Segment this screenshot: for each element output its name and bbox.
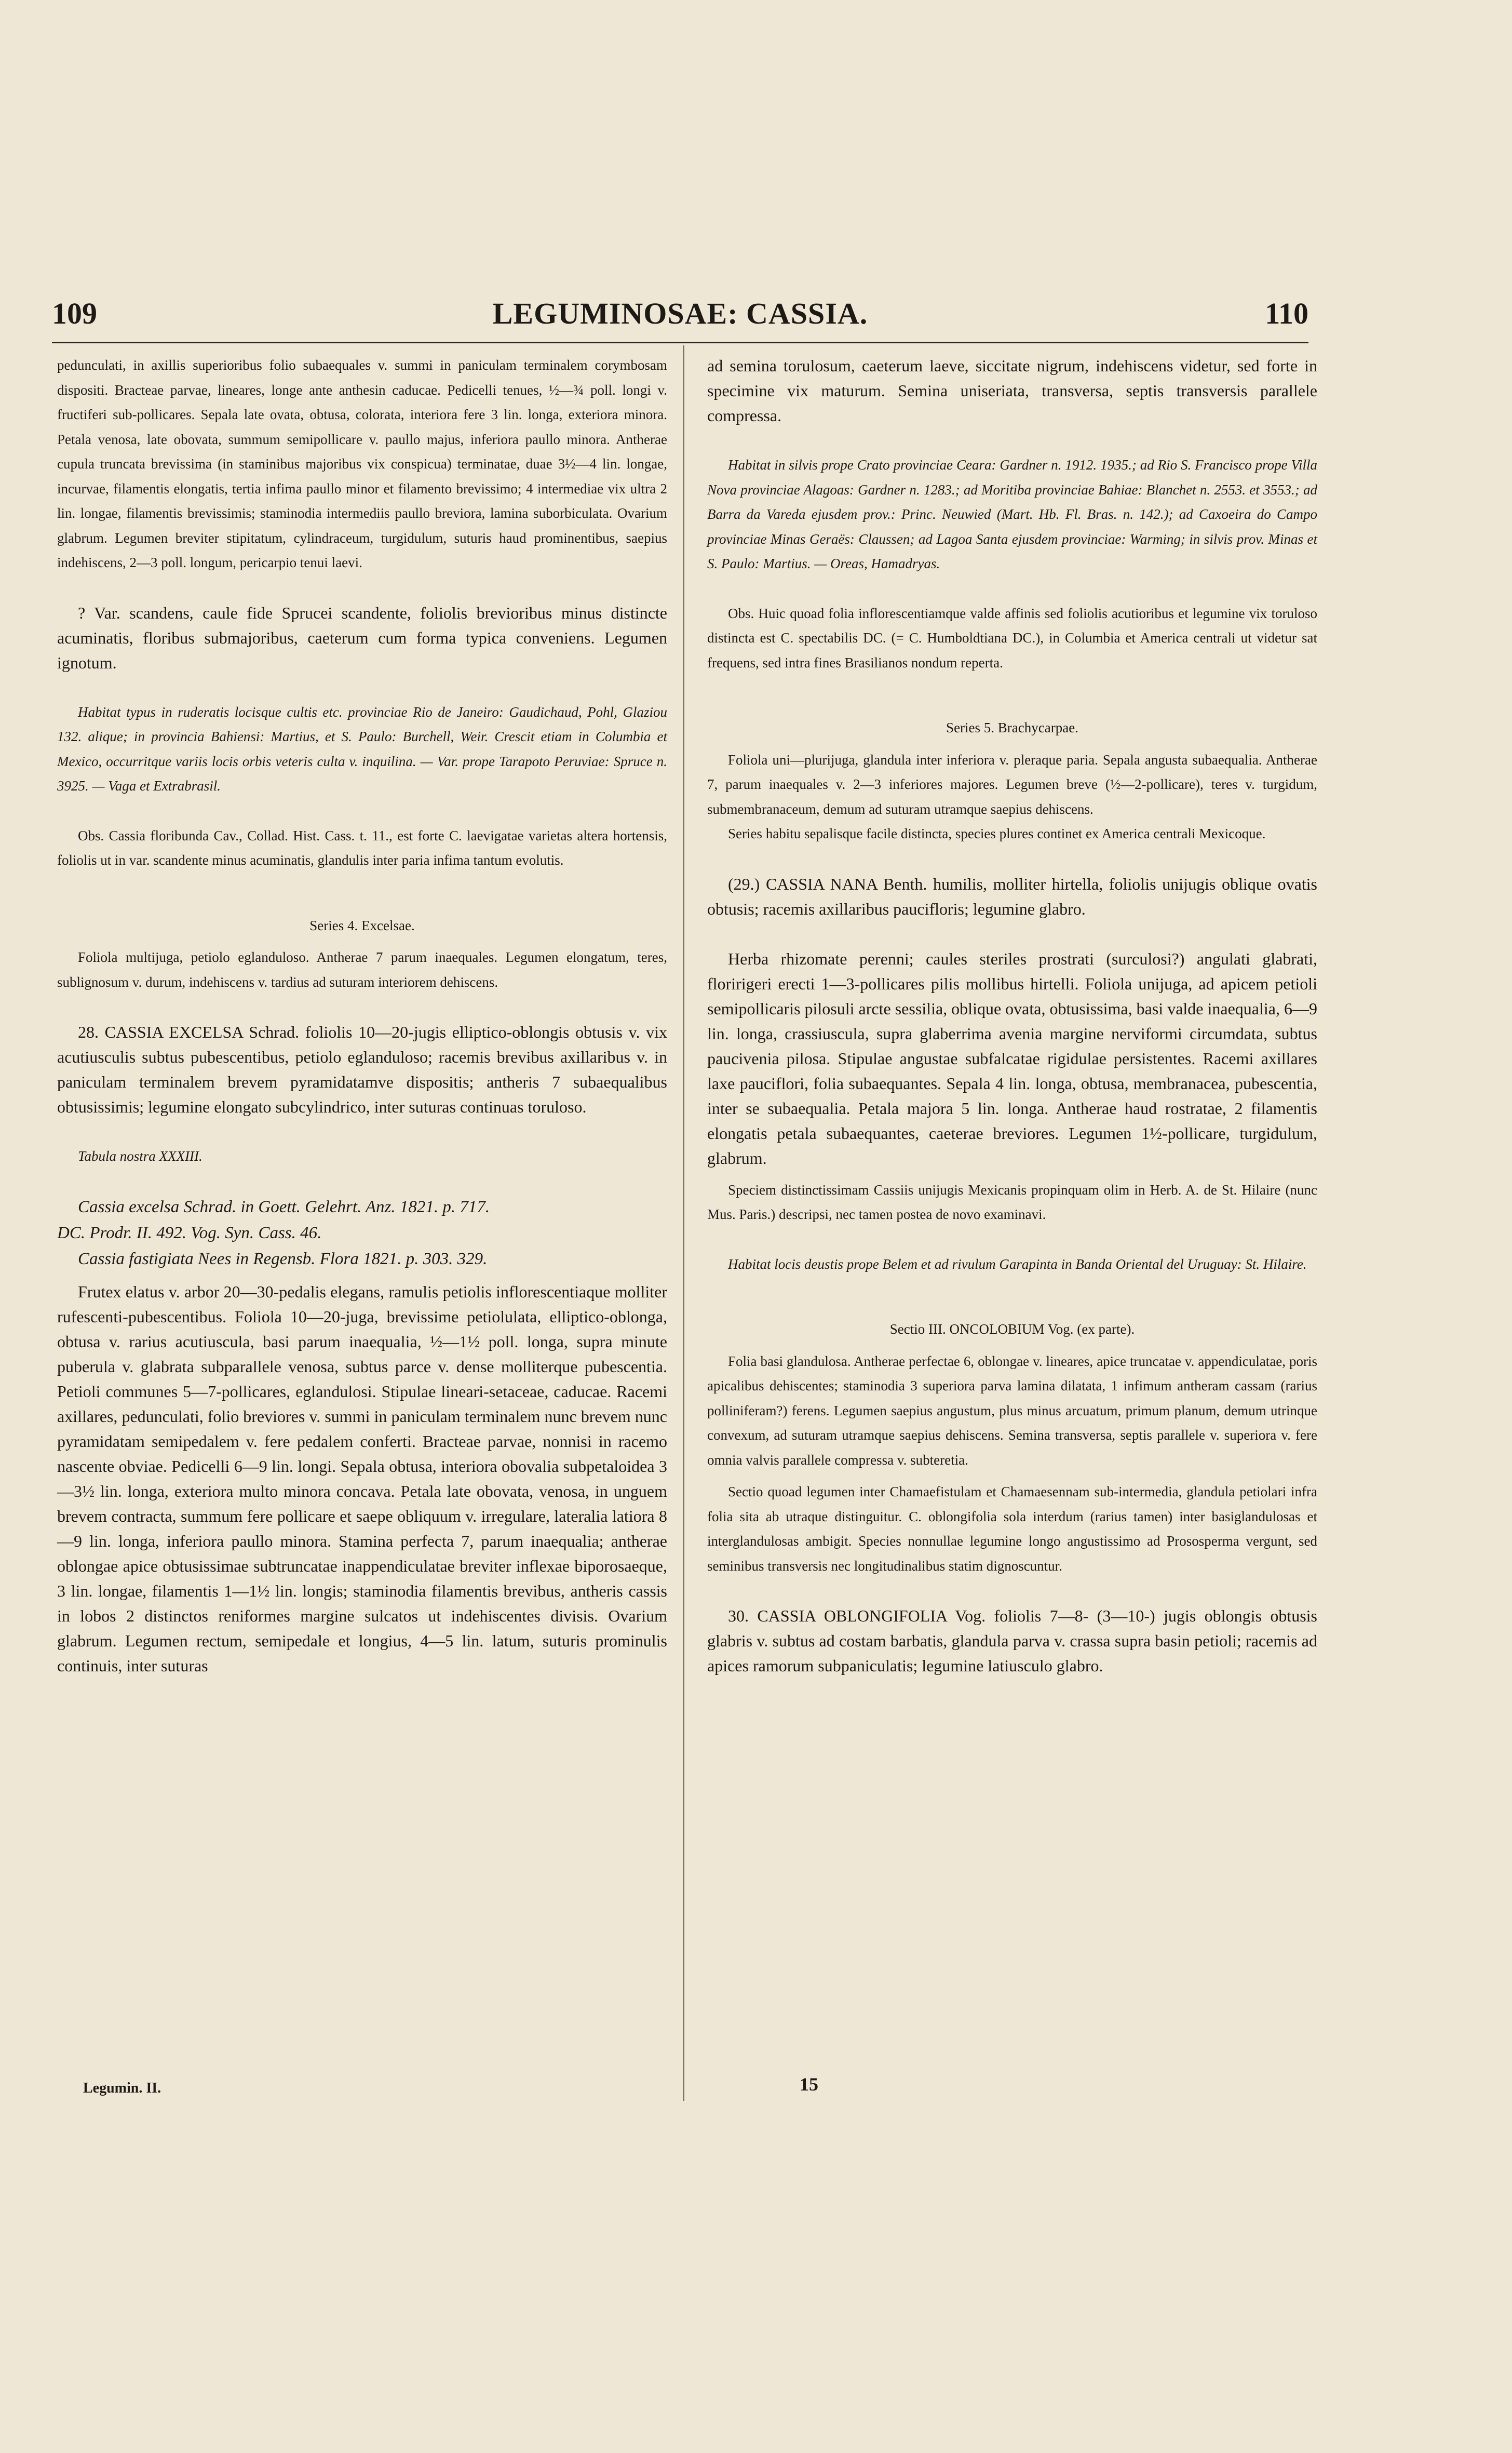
synonym-ref-1: Cassia excelsa Schrad. in Goett. Gelehrt. Anz. 1821. p. 717. <box>78 1197 490 1216</box>
column-divider <box>683 345 684 2101</box>
observation-spectabilis: Obs. Huic quoad folia inflorescentiamque valde affinis sed foliolis acutioribus et legumine vix toruloso distincta est C. spectabilis DC. (= C. Humboldtiana DC.), in Columbia et America centrali ut videtur sat frequens, sed intra fines Brasilianos nondum reperta. <box>707 605 1317 671</box>
species-29-note: Speciem distinctissimam Cassiis unijugis Mexicanis propinquam olim in Herb. A. de St. Hilaire (nunc Mus. Paris.) descripsi, nec tamen postea de novo examinavi. <box>707 1182 1317 1222</box>
sectio-3-note: Sectio quoad legumen inter Chamaefistulam et Chamaesennam sub-intermedia, glandula petiolari infra folia sita ab utraque distinguitur. C. oblongifolia sola interdum (rarius tamen) inter basiglandulosas et interglandulosas ambigit. Species nonnullae legumine longo angustissimo ad Prososperma vergunt, sed seminibus transversis nec longitudinalibus statim dignoscuntur. <box>707 1484 1317 1574</box>
series-5-title: Series 5. Brachycarpae. <box>946 720 1078 735</box>
observation-floribunda: Obs. Cassia floribunda Cav., Collad. Hist. Cass. t. 11., est forte C. laevigatae varietas altera hortensis, foliolis ut in var. scandente minus acuminatis, glandulis inter paria infima tantum evolutis. <box>57 827 667 868</box>
series-5-note: Series habitu sepalisque facile distincta, species plures continet ex America centrali Mexicoque. <box>728 826 1266 841</box>
habitat-excelsa: Habitat in silvis prope Crato provinciae Ceara: Gardner n. 1912. 1935.; ad Rio S. Francisco prope Villa Nova provinciae Alagoas: Gardner n. 1283.; ad Moritiba provinciae Bahiae: Blanchet n. 2553. et 3553.; ad Barra da Vareda ejusdem prov.: Princ. Neuwied (Mart. Hb. Fl. Bras. n. 142.); ad Caxoeira do Campo provinciae Minas Geraës: Claussen; ad Lagoa Santa ejusdem provinciae: Warming; in silvis prov. Minas et S. Paulo: Martius. — Oreas, Hamadryas. <box>707 457 1317 571</box>
page-number-right: 110 <box>1265 297 1308 330</box>
signature-mark: Legumin. II. <box>83 2080 161 2096</box>
right-column <box>707 353 1317 1678</box>
sectio-3-description: Folia basi glandulosa. Antherae perfectae 6, oblongae v. lineares, apice truncatae v. appendiculatae, poris apicalibus dehiscentes; staminodia 3 superiora parva lamina dilatata, 1 infimum antheram cassam (rarius polliniferam?) ferens. Legumen saepius angustum, plus minus arcuatum, primum planum, demum utrinque convexum, ad suturam utramque saepius dehiscens. Semina transversa, septis parallele v. superiora v. fere omnia valvis parallele compressa v. subteretia. <box>707 1353 1317 1468</box>
page-number-left: 109 <box>52 297 97 330</box>
plate-reference: Tabula nostra XXXIII. <box>78 1148 203 1164</box>
habitat-nana: Habitat locis deustis prope Belem et ad rivulum Garapinta in Banda Oriental del Uruguay: St. Hilaire. <box>728 1256 1307 1272</box>
species-28-diagnosis: 28. CASSIA EXCELSA Schrad. foliolis 10—20-jugis elliptico-oblongis obtusis v. vix acutiusculis subtus pubescentibus, petiolo eglanduloso; racemis brevibus axillaribus v. in paniculam terminalem brevem pyramidatamve dispositis; antheris 7 subaequalibus obtusissimis; legumine elongato subcylindrico, inter suturas continuas toruloso. <box>57 1023 667 1116</box>
page-header <box>52 296 1308 338</box>
species-30-diagnosis: 30. CASSIA OBLONGIFOLIA Vog. foliolis 7—8- (3—10-) jugis oblongis obtusis glabris v. subtus ad costam barbatis, glandula parva v. crassa supra basin petioli; racemis ad apices ramorum subpaniculatis; legumine latiusculo glabro. <box>707 1606 1317 1675</box>
species-29-diagnosis: (29.) CASSIA NANA Benth. humilis, molliter hirtella, foliolis unijugis oblique ovatis obtusis; racemis axillaribus paucifloris; legumine glabro. <box>707 874 1317 918</box>
sectio-3-title: Sectio III. ONCOLOBIUM Vog. (ex parte). <box>889 1321 1135 1337</box>
description-continued: pedunculati, in axillis superioribus folio subaequales v. summi in paniculam terminalem corymbosam dispositi. Bracteae parvae, lineares, longe ante anthesin caducae. Pedicelli tenues, ½—¾ poll. longi v. fructiferi sub-pollicares. Sepala late ovata, obtusa, colorata, interiora fere 3 lin. longa, exteriora minora. Petala venosa, late obovata, summum semipollicare v. paullo majus, inferiora paullo minora. Antherae cupula truncata brevissima (in staminibus majoribus vix conspicua) terminatae, duae 3½—4 lin. longae, incurvae, filamentis elongatis, tertia infima paullo minor et filamento brevissimo; 4 intermediae vix ultra 2 lin. longae, filamentis brevissimis; staminodia intermediis paullo breviora, lamina suborbiculata. Ovarium glabrum. Legumen breviter stipitatum, cylindraceum, turgidulum, suturis haud prominentibus, saepius indehiscens, 2—3 poll. longum, pericarpio tenui laevi. <box>57 357 667 570</box>
left-column <box>57 353 667 1678</box>
habitat-laevigata: Habitat typus in ruderatis locisque cultis etc. provinciae Rio de Janeiro: Gaudichaud, Pohl, Glaziou 132. alique; in provincia Bahiensi: Martius, et S. Paulo: Burchell, Weir. Crescit etiam in Columbia et Mexico, occurritque variis locis orbis veteris culta v. inquilina. — Var. prope Tarapoto Peruviae: Spruce n. 3925. — Vaga et Extrabrasil. <box>57 704 667 794</box>
variety-scandens: ? Var. scandens, caule fide Sprucei scandente, foliolis brevioribus minus distincte acuminatis, floribus submajoribus, caeterum cum forma typica conveniens. Legumen ignotum. <box>57 603 667 672</box>
signature-number: 15 <box>800 2074 818 2095</box>
running-title: LEGUMINOSAE: CASSIA. <box>492 297 868 330</box>
synonym-ref-3: Cassia fastigiata Nees in Regensb. Flora 1821. p. 303. 329. <box>78 1249 488 1268</box>
species-28-continued: ad semina torulosum, caeterum laeve, siccitate nigrum, indehiscens videtur, sed forte in specimine vix maturum. Semina uniseriata, transversa, septis transversis parallele compressa. <box>707 356 1317 425</box>
series-4-description: Foliola multijuga, petiolo eglanduloso. Antherae 7 parum inaequales. Legumen elongatum, teres, sublignosum v. durum, indehiscens v. tardius ad suturam interiorem dehiscens. <box>57 949 667 990</box>
header-rule <box>52 342 1308 343</box>
species-29-description: Herba rhizomate perenni; caules steriles prostrati (surculosi?) angulati glabrati, floririgeri erecti 1—3-pollicares pilis mollibus hirtelli. Foliola unijuga, ad apicem petioli semipollicaris pilosuli arcte sessilia, oblique ovata, obtusissima, basi valde inaequalia, 6—9 lin. longa, crassiuscula, supra glaberrima avenia margine nerviformi circumdata, subtus paucivenia pilosa. Stipulae angustae subfalcatae rigidulae persistentes. Racemi axillares laxe pauciflori, folia subaequantes. Sepala 4 lin. longa, obtusa, membranacea, pubescentia, inter se subaequalia. Petala majora 5 lin. longa. Antherae haud rostratae, 2 filamentis elongatis petala subaequantes, caeterae breviores. Legumen 1½-pollicare, turgidulum, glabrum. <box>707 949 1317 1168</box>
species-28-description: Frutex elatus v. arbor 20—30-pedalis elegans, ramulis petiolis inflorescentiaque molliter rufescenti-pubescentibus. Foliola 10—20-juga, brevissime petiolulata, elliptico-oblonga, obtusa v. rarius acutiuscula, basi parum inaequalia, ½—1½ poll. longa, supra minute puberula v. glabrata subparallele venosa, subtus parce v. dense molliterque pubescentia. Petioli communes 5—7-pollicares, eglandulosi. Stipulae lineari-setaceae, caducae. Racemi axillares, pedunculati, folio breviores v. summi in paniculam terminalem nunc brevem nunc pyramidatam semipedalem v. fere pedalem conferti. Bracteae parvae, nonnisi in racemo nascente obviae. Pedicelli 6—9 lin. longi. Sepala obtusa, interiora obovalia subpetaloidea 3—3½ lin. longa, exteriora multo minora concava. Petala late obovata, venosa, in unguem brevem contracta, summum fere pollicare et saepe obliquum v. irregulare, lateralia latiora 8—9 lin. longa, inferiora paullo minora. Stamina perfecta 7, parum inaequalia; antherae oblongae apice obtusissimae subtruncatae inappendiculatae breviter inflexae biporosaeque, 3 lin. longae, filamentis 1—1½ lin. longis; staminodia filamentis brevibus, antheris cassis in lobos 2 distinctos reniformes margine sulcatos ut indehiscentes divisis. Ovarium glabrum. Legumen rectum, semipedale et longius, 4—5 lin. latum, suturis prominulis continuis, inter suturas <box>57 1282 667 1675</box>
series-4-title: Series 4. Excelsae. <box>309 917 415 933</box>
synonym-ref-2: DC. Prodr. II. 492. Vog. Syn. Cass. 46. <box>57 1223 322 1242</box>
series-5-description: Foliola uni—plurijuga, glandula inter inferiora v. pleraque paria. Sepala angusta subaequalia. Antherae 7, parum inaequales v. 2—3 inferiores majores. Legumen breve (½—2-pollicare), teres v. turgidum, submembranaceum, demum ad suturam utramque saepius dehiscens. <box>707 752 1317 817</box>
